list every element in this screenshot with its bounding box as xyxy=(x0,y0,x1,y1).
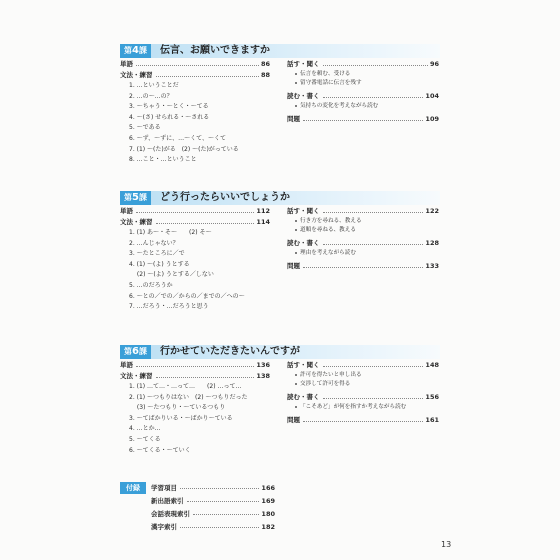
grammar-entry-page: 138 xyxy=(256,372,270,380)
vocab-entry-label: 単語 xyxy=(120,60,133,68)
lesson-badge-num: 4 xyxy=(132,45,139,56)
lesson-title: 行かせていただきたいんですが xyxy=(160,346,300,357)
lesson-number-badge xyxy=(120,44,151,58)
lesson-header xyxy=(120,44,440,58)
appendix-entry-page: 180 xyxy=(261,510,275,518)
grammar-column xyxy=(120,206,270,313)
lesson-badge-pre: 第 xyxy=(124,46,132,55)
lesson-badge-pre: 第 xyxy=(124,347,132,356)
appendix-entry xyxy=(151,482,275,495)
vocab-entry-label: 単語 xyxy=(120,361,133,369)
dot-leader xyxy=(303,421,423,422)
dot-leader xyxy=(156,377,254,378)
lesson-badge-post: 課 xyxy=(138,193,147,202)
skills-column xyxy=(287,360,439,429)
skills-subitem: 伝言を頼む、受ける xyxy=(287,70,439,79)
skills-subitem: 「こそあど」が何を指すか考えながら読む xyxy=(287,403,439,412)
grammar-entry-page: 88 xyxy=(260,71,270,79)
grammar-entry xyxy=(120,70,270,81)
dot-leader xyxy=(303,120,423,121)
appendix-entry-page: 182 xyxy=(261,523,275,531)
skills-entry xyxy=(287,360,439,371)
grammar-item: 1. (1) …て…・…って… (2) …って… xyxy=(129,383,242,390)
skills-entry-label: 話す・聞く xyxy=(287,361,320,369)
skills-subitem: 気持ちの変化を考えながら読む xyxy=(287,102,439,111)
grammar-item: 6. ～てくる・～ていく xyxy=(129,446,191,454)
grammar-item: 2. …んじゃない？ xyxy=(129,239,179,247)
vocab-entry xyxy=(120,360,270,371)
grammar-item: 5. ～である xyxy=(129,124,161,132)
skills-entry-page: 104 xyxy=(425,92,439,100)
lesson-badge-pre: 第 xyxy=(124,193,132,202)
appendix-entry-label: 会話表現索引 xyxy=(151,510,190,518)
lesson-section xyxy=(120,191,440,331)
appendix-entry xyxy=(151,508,275,521)
dot-leader xyxy=(136,212,254,213)
skills-entry xyxy=(287,59,439,70)
lesson-badge-num: 6 xyxy=(132,346,139,357)
dot-leader xyxy=(323,97,423,98)
dot-leader xyxy=(156,76,259,77)
grammar-item: 3. ～ちゃう・～とく・～てる xyxy=(129,103,209,111)
skills-entry-label: 話す・聞く xyxy=(287,207,320,215)
grammar-entry xyxy=(120,371,270,382)
skills-entry-page: 128 xyxy=(425,239,439,247)
vocab-entry-page: 112 xyxy=(256,207,270,215)
grammar-item: (3) ～たつもり・～ているつもり xyxy=(129,404,226,412)
grammar-item: 5. …のだろうか xyxy=(129,281,173,289)
lesson-badge-post: 課 xyxy=(138,347,147,356)
skills-subitem: 道順を尋ねる、教える xyxy=(287,226,439,235)
dot-leader xyxy=(323,366,423,367)
skills-entry-page: 161 xyxy=(425,416,439,424)
skills-entry-label: 問題 xyxy=(287,262,300,270)
lesson-badge-post: 課 xyxy=(138,46,147,55)
skills-entry-page: 109 xyxy=(425,115,439,123)
vocab-entry xyxy=(120,206,270,217)
skills-column xyxy=(287,206,439,275)
grammar-entry-page: 114 xyxy=(256,218,270,226)
skills-entry-page: 122 xyxy=(425,207,439,215)
page-number: 13 xyxy=(441,540,452,549)
grammar-item: 6. ～との／での／からの／までの／への～ xyxy=(129,292,245,300)
skills-entry-page: 96 xyxy=(429,60,439,68)
appendix-entry xyxy=(151,495,275,508)
skills-entry xyxy=(287,114,439,125)
lesson-section xyxy=(120,345,440,485)
grammar-item: 6. ～ず、～ずに、…～くて、～くて xyxy=(129,134,227,142)
vocab-entry-page: 136 xyxy=(256,361,270,369)
dot-leader xyxy=(180,527,259,528)
grammar-entry-label: 文法・練習 xyxy=(120,218,153,226)
grammar-item: 8. …こと・…ということ xyxy=(129,156,197,164)
dot-leader xyxy=(156,223,254,224)
lesson-section xyxy=(120,44,440,184)
dot-leader xyxy=(180,488,259,489)
dot-leader xyxy=(187,501,259,502)
grammar-item: 3. ～たところに／で xyxy=(129,250,185,258)
skills-entry-label: 読む・書く xyxy=(287,393,320,401)
skills-entry-label: 話す・聞く xyxy=(287,60,320,68)
skills-entry xyxy=(287,238,439,249)
grammar-item: (2) ～(よ) うとする／しない xyxy=(129,271,214,279)
lesson-title: どう行ったらいいでしょうか xyxy=(160,192,290,203)
grammar-column xyxy=(120,59,270,166)
grammar-item: 4. ～(さ) せられる・～される xyxy=(129,113,210,121)
lesson-badge-num: 5 xyxy=(132,192,139,203)
appendix-entry xyxy=(151,521,275,534)
skills-entry-label: 問題 xyxy=(287,416,300,424)
skills-entry xyxy=(287,261,439,272)
grammar-item: 1. …ということだ xyxy=(129,82,179,89)
dot-leader xyxy=(323,65,428,66)
dot-leader xyxy=(136,65,259,66)
skills-entry xyxy=(287,91,439,102)
dot-leader xyxy=(193,514,259,515)
skills-entry-page: 156 xyxy=(425,393,439,401)
appendix-entry-label: 漢字索引 xyxy=(151,523,177,531)
dot-leader xyxy=(303,267,423,268)
vocab-entry-page: 86 xyxy=(260,60,270,68)
skills-entry xyxy=(287,415,439,426)
skills-entry-label: 問題 xyxy=(287,115,300,123)
skills-entry-label: 読む・書く xyxy=(287,239,320,247)
dot-leader xyxy=(323,212,423,213)
grammar-item: 3. ～てばかりいる・～ばかり～ている xyxy=(129,414,233,422)
skills-entry xyxy=(287,206,439,217)
grammar-item: 1. (1) あ～・そ～ (2) そ～ xyxy=(129,229,212,236)
grammar-entry-label: 文法・練習 xyxy=(120,71,153,79)
lesson-title: 伝言、お願いできますか xyxy=(160,45,270,56)
dot-leader xyxy=(323,244,423,245)
appendix-entry-label: 新出語索引 xyxy=(151,497,184,505)
skills-entry-label: 読む・書く xyxy=(287,92,320,100)
skills-subitem: 許可を得たいと申し出る xyxy=(287,371,439,380)
vocab-entry-label: 単語 xyxy=(120,207,133,215)
dot-leader xyxy=(323,398,423,399)
appendix-list xyxy=(151,482,275,534)
appendix-entry-page: 166 xyxy=(261,484,275,492)
skills-column xyxy=(287,59,439,128)
appendix-entry-label: 学習項目 xyxy=(151,484,177,492)
grammar-item: 4. …とか… xyxy=(129,425,161,433)
vocab-entry xyxy=(120,59,270,70)
grammar-item: 4. (1) ～(よ) うとする xyxy=(129,260,190,268)
skills-entry-page: 133 xyxy=(425,262,439,270)
grammar-item: 5. ～てくる xyxy=(129,435,161,443)
skills-entry-page: 148 xyxy=(425,361,439,369)
lesson-number-badge xyxy=(120,345,151,359)
lesson-header xyxy=(120,345,440,359)
grammar-item: 2. …の～…の？ xyxy=(129,92,173,100)
grammar-column xyxy=(120,360,270,456)
skills-entry xyxy=(287,392,439,403)
skills-subitem: 行き方を尋ねる、教える xyxy=(287,217,439,226)
dot-leader xyxy=(136,366,254,367)
skills-subitem: 留守番電話に伝言を残す xyxy=(287,79,439,88)
grammar-item: 2. (1) ～つもりはない (2) ～つもりだった xyxy=(129,393,248,401)
grammar-entry xyxy=(120,217,270,228)
appendix-entry-page: 169 xyxy=(261,497,275,505)
grammar-entry-label: 文法・練習 xyxy=(120,372,153,380)
appendix-badge: 付録 xyxy=(120,482,146,494)
grammar-item: 7. (1) ～(た)がる (2) ～(た)がっている xyxy=(129,145,239,153)
lesson-number-badge xyxy=(120,191,151,205)
skills-subitem: 交渉して許可を得る xyxy=(287,380,439,389)
grammar-item: 7. …だろう・…だろうと思う xyxy=(129,303,209,311)
lesson-header xyxy=(120,191,440,205)
skills-subitem: 理由を考えながら読む xyxy=(287,249,439,258)
